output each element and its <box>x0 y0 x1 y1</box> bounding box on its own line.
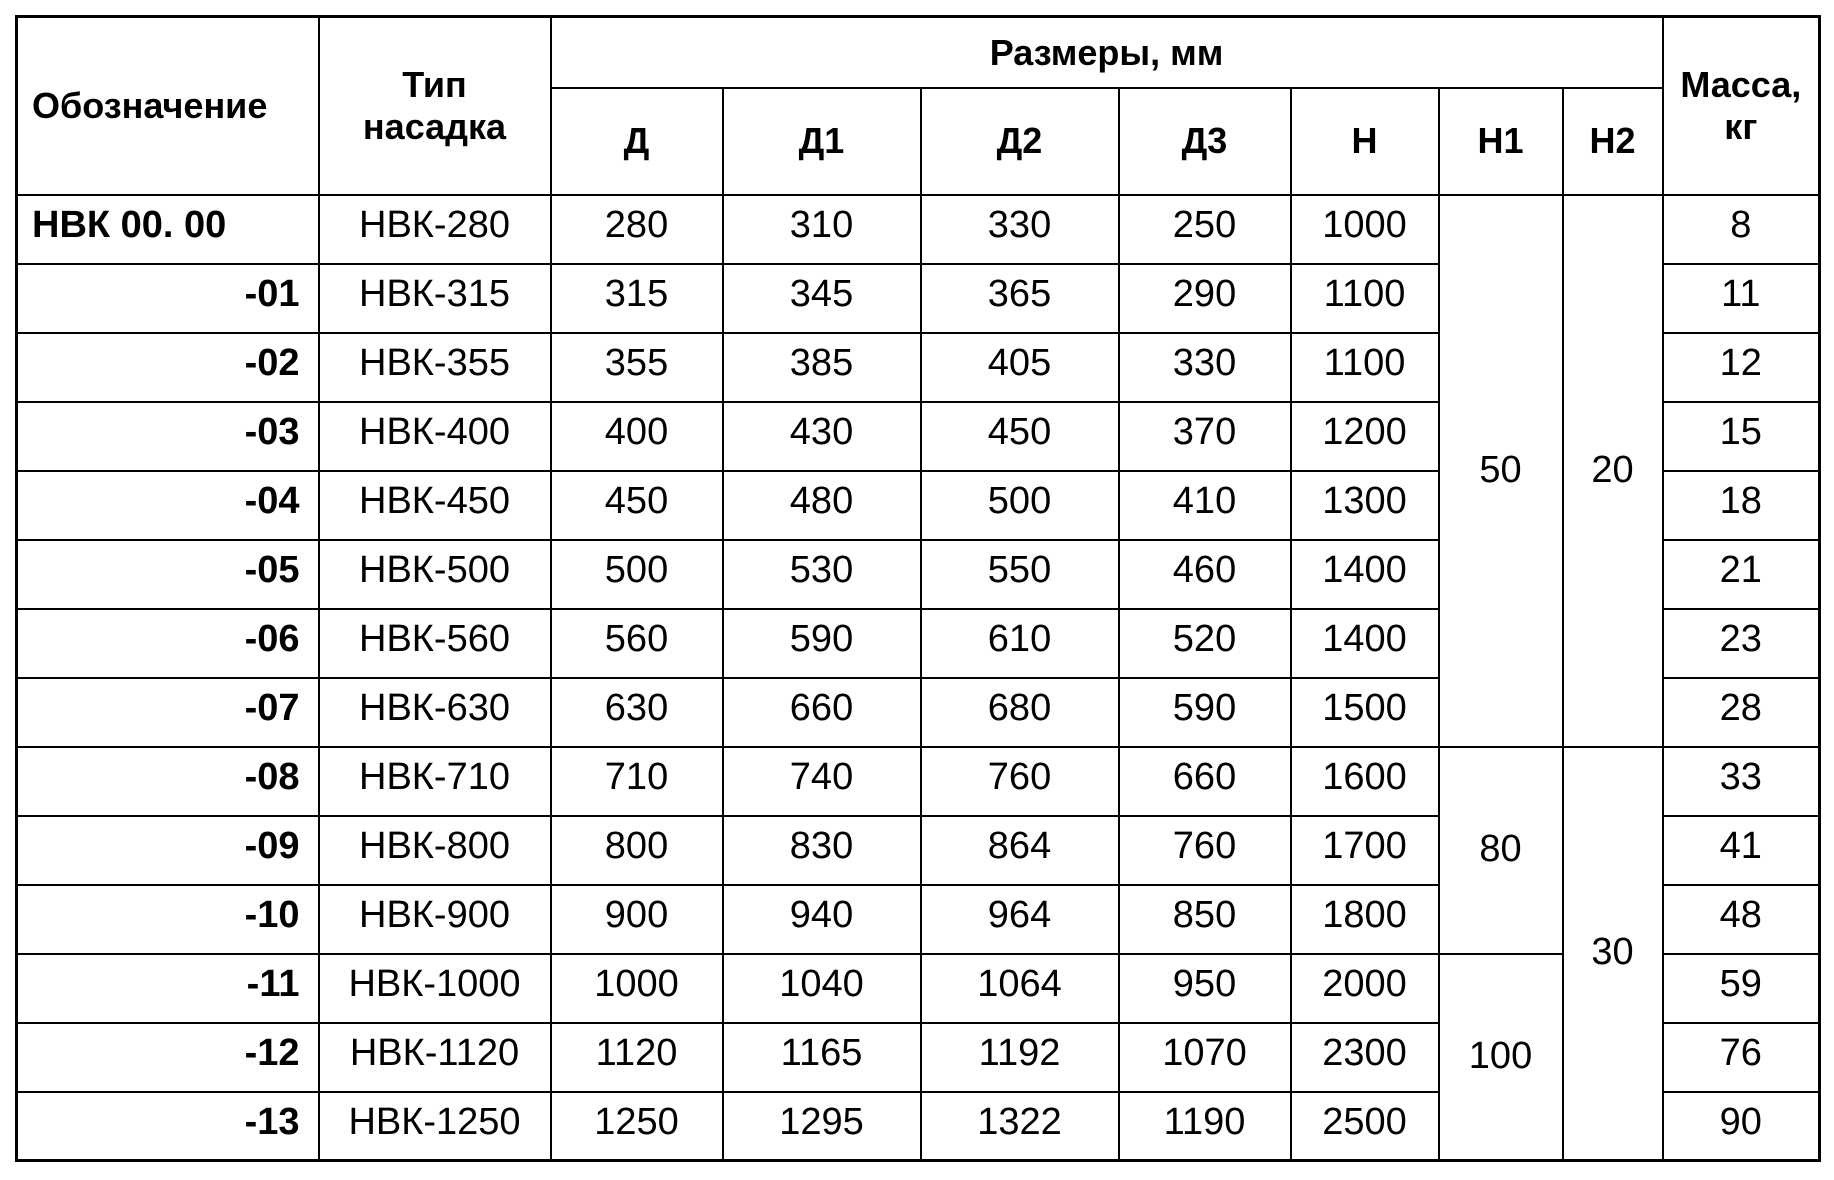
table-row <box>17 954 1820 1023</box>
cell-d: 500 <box>551 540 723 609</box>
cell-nozzle-type: НВК-560 <box>319 609 551 678</box>
cell-h1: 50 <box>1439 195 1563 747</box>
cell-d: 1120 <box>551 1023 723 1092</box>
cell-nozzle-type: НВК-1120 <box>319 1023 551 1092</box>
cell-h: 2500 <box>1291 1092 1439 1161</box>
cell-designation: -01 <box>17 264 319 333</box>
cell-nozzle-type: НВК-450 <box>319 471 551 540</box>
cell-mass: 21 <box>1663 540 1820 609</box>
cell-mass: 18 <box>1663 471 1820 540</box>
cell-h: 1800 <box>1291 885 1439 954</box>
cell-mass: 33 <box>1663 747 1820 816</box>
cell-d3: 950 <box>1119 954 1291 1023</box>
header-h: Н <box>1291 88 1439 195</box>
header-d3: Д3 <box>1119 88 1291 195</box>
cell-designation: -03 <box>17 402 319 471</box>
cell-h: 1200 <box>1291 402 1439 471</box>
cell-nozzle-type: НВК-355 <box>319 333 551 402</box>
cell-d3: 760 <box>1119 816 1291 885</box>
cell-d1: 530 <box>723 540 921 609</box>
cell-d1: 590 <box>723 609 921 678</box>
cell-nozzle-type: НВК-800 <box>319 816 551 885</box>
cell-d2: 964 <box>921 885 1119 954</box>
cell-h: 1500 <box>1291 678 1439 747</box>
cell-nozzle-type: НВК-630 <box>319 678 551 747</box>
cell-d1: 480 <box>723 471 921 540</box>
cell-d: 1000 <box>551 954 723 1023</box>
cell-designation: -08 <box>17 747 319 816</box>
cell-d1: 1165 <box>723 1023 921 1092</box>
cell-nozzle-type: НВК-315 <box>319 264 551 333</box>
cell-h: 1400 <box>1291 609 1439 678</box>
cell-mass: 59 <box>1663 954 1820 1023</box>
cell-d1: 310 <box>723 195 921 264</box>
table-row <box>17 195 1820 264</box>
cell-designation: -07 <box>17 678 319 747</box>
cell-d2: 680 <box>921 678 1119 747</box>
cell-nozzle-type: НВК-1250 <box>319 1092 551 1161</box>
header-mass <box>1663 17 1820 195</box>
cell-designation: НВК 00. 00 <box>17 195 319 264</box>
cell-h: 1700 <box>1291 816 1439 885</box>
cell-d3: 660 <box>1119 747 1291 816</box>
cell-d: 560 <box>551 609 723 678</box>
header-dimensions: Размеры, мм <box>551 17 1663 88</box>
cell-d2: 500 <box>921 471 1119 540</box>
cell-d2: 1064 <box>921 954 1119 1023</box>
cell-designation: -10 <box>17 885 319 954</box>
cell-d3: 330 <box>1119 333 1291 402</box>
cell-mass: 12 <box>1663 333 1820 402</box>
cell-d: 315 <box>551 264 723 333</box>
cell-d: 630 <box>551 678 723 747</box>
header-d1: Д1 <box>723 88 921 195</box>
dimensions-table <box>15 15 1821 1162</box>
cell-h: 1300 <box>1291 471 1439 540</box>
cell-d3: 1070 <box>1119 1023 1291 1092</box>
cell-d: 280 <box>551 195 723 264</box>
cell-d3: 850 <box>1119 885 1291 954</box>
cell-mass: 28 <box>1663 678 1820 747</box>
cell-mass: 90 <box>1663 1092 1820 1161</box>
cell-d3: 1190 <box>1119 1092 1291 1161</box>
cell-h2: 20 <box>1563 195 1663 747</box>
cell-d3: 460 <box>1119 540 1291 609</box>
cell-designation: -06 <box>17 609 319 678</box>
cell-nozzle-type: НВК-900 <box>319 885 551 954</box>
cell-d2: 550 <box>921 540 1119 609</box>
cell-designation: -04 <box>17 471 319 540</box>
cell-h: 1100 <box>1291 333 1439 402</box>
cell-nozzle-type: НВК-710 <box>319 747 551 816</box>
cell-nozzle-type: НВК-280 <box>319 195 551 264</box>
cell-d1: 740 <box>723 747 921 816</box>
cell-h1: 80 <box>1439 747 1563 954</box>
cell-designation: -02 <box>17 333 319 402</box>
cell-d2: 1192 <box>921 1023 1119 1092</box>
header-mass-line1: Масса, <box>1680 64 1802 106</box>
cell-mass: 15 <box>1663 402 1820 471</box>
cell-d: 900 <box>551 885 723 954</box>
cell-mass: 11 <box>1663 264 1820 333</box>
cell-d3: 520 <box>1119 609 1291 678</box>
cell-mass: 23 <box>1663 609 1820 678</box>
cell-d2: 1322 <box>921 1092 1119 1161</box>
cell-designation: -12 <box>17 1023 319 1092</box>
cell-d3: 410 <box>1119 471 1291 540</box>
cell-nozzle-type: НВК-400 <box>319 402 551 471</box>
cell-h1: 100 <box>1439 954 1563 1161</box>
cell-d2: 610 <box>921 609 1119 678</box>
header-mass-line2: кг <box>1724 105 1758 147</box>
cell-nozzle-type: НВК-1000 <box>319 954 551 1023</box>
cell-h: 1400 <box>1291 540 1439 609</box>
cell-d1: 345 <box>723 264 921 333</box>
cell-mass: 8 <box>1663 195 1820 264</box>
cell-nozzle-type: НВК-500 <box>319 540 551 609</box>
cell-d: 355 <box>551 333 723 402</box>
cell-mass: 41 <box>1663 816 1820 885</box>
cell-h: 2000 <box>1291 954 1439 1023</box>
table-body <box>17 195 1820 1161</box>
cell-designation: -11 <box>17 954 319 1023</box>
cell-d3: 290 <box>1119 264 1291 333</box>
cell-designation: -13 <box>17 1092 319 1161</box>
table-row <box>17 747 1820 816</box>
cell-d1: 830 <box>723 816 921 885</box>
cell-d2: 864 <box>921 816 1119 885</box>
cell-d3: 590 <box>1119 678 1291 747</box>
cell-h: 1000 <box>1291 195 1439 264</box>
header-h2: Н2 <box>1563 88 1663 195</box>
cell-d3: 250 <box>1119 195 1291 264</box>
cell-d: 450 <box>551 471 723 540</box>
header-nozzle-type-line1: Тип <box>402 64 467 106</box>
header-d2: Д2 <box>921 88 1119 195</box>
cell-d2: 405 <box>921 333 1119 402</box>
cell-d: 710 <box>551 747 723 816</box>
cell-h: 1100 <box>1291 264 1439 333</box>
cell-d1: 1040 <box>723 954 921 1023</box>
cell-d: 1250 <box>551 1092 723 1161</box>
cell-mass: 76 <box>1663 1023 1820 1092</box>
header-d: Д <box>551 88 723 195</box>
cell-d: 800 <box>551 816 723 885</box>
header-nozzle-type <box>319 17 551 195</box>
cell-h2: 30 <box>1563 747 1663 1161</box>
cell-d2: 450 <box>921 402 1119 471</box>
cell-d1: 430 <box>723 402 921 471</box>
cell-designation: -05 <box>17 540 319 609</box>
cell-d2: 365 <box>921 264 1119 333</box>
cell-d2: 330 <box>921 195 1119 264</box>
cell-d1: 385 <box>723 333 921 402</box>
cell-d3: 370 <box>1119 402 1291 471</box>
cell-d1: 1295 <box>723 1092 921 1161</box>
cell-d2: 760 <box>921 747 1119 816</box>
header-nozzle-type-line2: насадка <box>362 105 507 147</box>
cell-designation: -09 <box>17 816 319 885</box>
header-h1: Н1 <box>1439 88 1563 195</box>
cell-mass: 48 <box>1663 885 1820 954</box>
cell-h: 1600 <box>1291 747 1439 816</box>
cell-d1: 660 <box>723 678 921 747</box>
header-designation: Обозначение <box>17 17 319 195</box>
cell-d1: 940 <box>723 885 921 954</box>
cell-d: 400 <box>551 402 723 471</box>
cell-h: 2300 <box>1291 1023 1439 1092</box>
